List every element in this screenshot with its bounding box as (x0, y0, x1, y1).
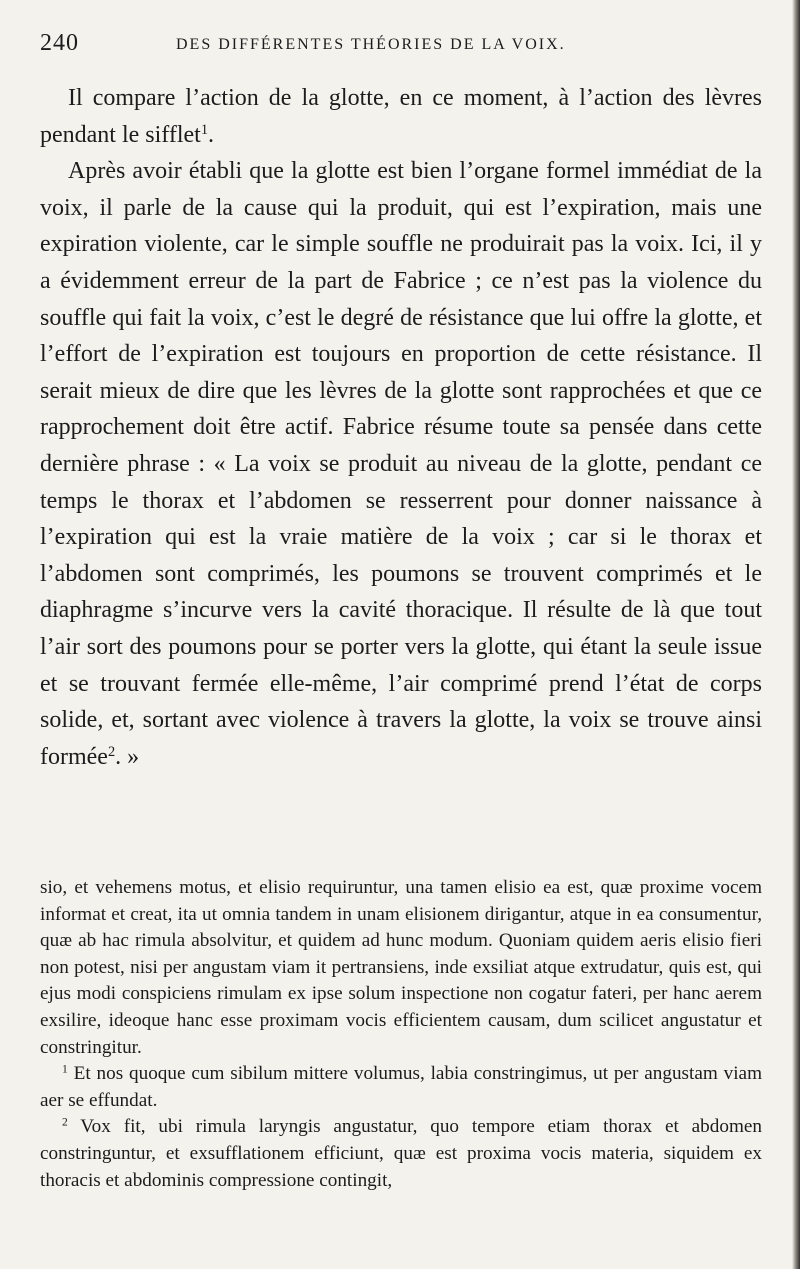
running-title: DES DIFFÉRENTES THÉORIES DE LA VOIX. (176, 36, 566, 53)
footnote-ref-2: 2 (107, 743, 116, 760)
footnotes (40, 875, 762, 1194)
footnote-1-mark: 1 (62, 1063, 68, 1076)
paragraph-1 (40, 80, 762, 153)
footnote-2 (40, 1114, 762, 1194)
page-number: 240 (40, 30, 79, 56)
page-edge-shadow (792, 0, 800, 1269)
paragraph-1-end: . (208, 121, 215, 148)
footnote-ref-1: 1 (200, 121, 209, 138)
footnote-2-text: Vox fit, ubi rimula laryngis angustatur, quo tempore etiam thorax et abdomen constringuntur, et exsufflationem efficiunt, quæ est proxima vocis materia, siquidem ex thoracis et abdominis compressione contingit, (40, 1116, 762, 1191)
page-header (40, 30, 760, 64)
main-text (40, 80, 762, 775)
paragraph-2-end: . » (115, 743, 140, 770)
paragraph-2 (40, 153, 762, 775)
paragraph-1-text: Il compare l’action de la glotte, en ce moment, à l’action des lèvres pendant le sifflet (40, 85, 762, 148)
footnote-continuation: sio, et vehemens motus, et elisio requiruntur, una tamen elisio ea est, quæ proxime vocem informat et creat, ita ut omnia tandem in unam elisionem dirigantur, atque in ea consumentur, quæ ab hac rimula absolvitur, et quidem ad hunc modum. Quoniam quidem aeris elisio fieri non potest, nisi per angustam viam it pertransiens, inde exsiliat atque extrudatur, quis est, qui ejus modi conspiciens rimulam ex ipse solum inspectione non cogatur fateri, per hanc aerem exsilire, ideoque hanc esse proximam vocis efficientem causam, dum scilicet angustatur et constringitur. (40, 877, 762, 1058)
footnote-2-mark: 2 (62, 1117, 68, 1130)
paragraph-2-text: Après avoir établi que la glotte est bien l’organe formel immédiat de la voix, il parle de la cause qui la produit, qui est l’expiration, mais une expiration violente, car le simple souffle ne produirait pas la voix. Ici, il y a évidemment erreur de la part de Fabrice ; ce n’est pas la violence du souffle qui fait la voix, c’est le degré de résistance que lui offre la glotte, et l’effort de l’expiration est toujours en proportion de cette résistance. Il serait mieux de dire que les lèvres de la glotte sont rapprochées et que ce rapprochement doit être actif. Fabrice résume toute sa pensée dans cette dernière phrase : « La voix se produit au niveau de la glotte, pendant ce temps le thorax et l’abdomen se resserrent pour donner naissance à l’expiration qui est la vraie matière de la voix ; car si le thorax et l’abdomen sont comprimés, les poumons se trouvent comprimés et le diaphragme s’incurve vers la cavité thoracique. Il résulte de là que tout l’air sort des poumons pour se porter vers la glotte, qui étant la seule issue et se trouvant fermée elle-même, l’air comprimé prend l’état de corps solide, et, sortant avec violence à travers la glotte, la voix se trouve ainsi formée (40, 158, 762, 770)
footnote-1 (40, 1061, 762, 1114)
footnote-1-text: Et nos quoque cum sibilum mittere volumus, labia constringimus, ut per angustam viam aer se effundat. (40, 1063, 762, 1111)
